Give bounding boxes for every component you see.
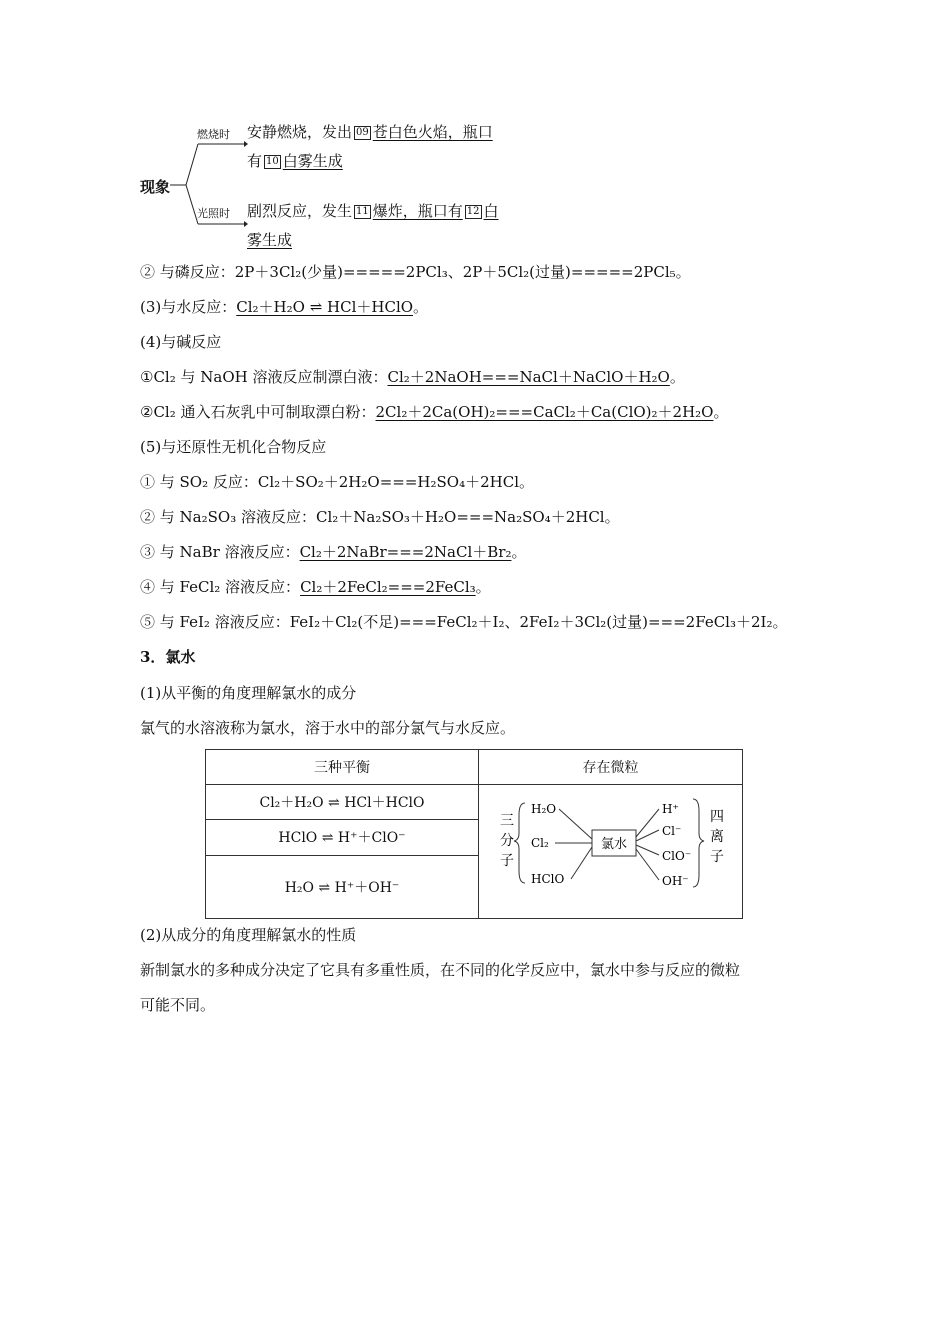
period: 。 [713,403,729,421]
period: 。 [475,578,491,596]
table-cell: HClO ⇌ H⁺＋ClO⁻ [206,820,479,855]
table-header: 存在微粒 [479,750,743,785]
light-text: 剧烈反应，发生 [247,202,353,220]
light-condition: 光照时 [197,207,230,220]
so2-reaction: ① 与 SO₂ 反应：Cl₂＋SO₂＋2H₂O===H₂SO₄＋2HCl。 [140,473,534,491]
particles-diagram [479,785,742,918]
water-label: (3)与水反应： [140,298,237,316]
description-2a: 新制氯水的多种成分决定了它具有多重性质，在不同的化学反应中，氯水中参与反应的微粒 [140,961,741,979]
ion-label: OH⁻ [662,874,689,888]
blank-mark-11: 11 [356,206,369,217]
lime-label: ②Cl₂ 通入石灰乳中可制取漂白粉： [140,403,376,421]
nabr-equation: Cl₂＋2NaBr===2NaCl＋Br₂ [299,543,512,561]
table-cell: Cl₂＋H₂O ⇌ HCl＋HClO [206,785,479,820]
molecule-label: HClO [531,872,565,886]
table-cell: H₂O ⇌ H⁺＋OH⁻ [206,855,479,919]
water-reaction [140,297,428,317]
ions-label-char: 离 [710,829,724,845]
burn-text-2: 有 [247,152,263,170]
left-brace [514,803,525,883]
period: 。 [669,368,685,386]
subsection-2: (2)从成分的角度理解氯水的性质 [140,926,357,944]
reduce-title: (5)与还原性无机化合物反应 [140,438,327,456]
right-brace [693,799,704,887]
light-line-2 [247,229,292,250]
molecules-label-char: 分 [500,833,514,849]
particles-diagram-cell [479,785,743,919]
connector-line [571,847,592,879]
molecule-label: H₂O [531,802,557,816]
burn-line-2 [247,150,343,171]
phosphorus-reaction: ② 与磷反应：2P＋3Cl₂(少量)=====2PCl₃、2P＋5Cl₂(过量)=====2PCl₅。 [140,263,691,281]
light-line-1 [247,200,499,221]
na2so3-reaction: ② 与 Na₂SO₃ 溶液反应：Cl₂＋Na₂SO₃＋H₂O===Na₂SO₄＋2HCl。 [140,508,620,526]
water-equation: Cl₂＋H₂O ⇌ HCl＋HClO [236,298,414,316]
center-label: 氯水 [600,837,628,852]
phenomena-label: 现象 [140,178,171,196]
burn-answer-2: 白雾生成 [282,152,343,170]
nabr-label: ③ 与 NaBr 溶液反应： [140,543,300,561]
base-title: (4)与碱反应 [140,333,222,351]
fecl2-equation: Cl₂＋2FeCl₂===2FeCl₃ [300,578,476,596]
molecules-label-char: 三 [500,813,514,829]
fecl2-reaction [140,577,491,597]
nabr-reaction [140,542,526,562]
ion-label: ClO⁻ [662,849,692,863]
description-1: 氯气的水溶液称为氯水，溶于水中的部分氯气与水反应。 [140,719,516,737]
connector-line [636,830,659,841]
burn-answer: 苍白色火焰，瓶口 [372,123,493,141]
burn-text: 安静燃烧，发出 [247,123,353,141]
blank-mark-10: 10 [266,156,279,167]
naoh-label: ①Cl₂ 与 NaOH 溶液反应制漂白液： [140,368,388,386]
light-answer-2: 白 [483,202,499,220]
blank-mark-12: 12 [466,206,480,217]
ions-label-char: 子 [710,849,724,865]
subsection-1: (1)从平衡的角度理解氯水的成分 [140,684,357,702]
light-answer: 爆炸，瓶口有 [372,202,463,220]
section-3-title: 3．氯水 [140,648,196,666]
naoh-equation: Cl₂＋2NaOH===NaCl＋NaClO＋H₂O [387,368,670,386]
period: 。 [511,543,527,561]
description-2b: 可能不同。 [140,996,216,1014]
connector-line [559,809,592,839]
fecl2-label: ④ 与 FeCl₂ 溶液反应： [140,578,301,596]
lime-reaction [140,402,728,422]
fei2-reaction: ⑤ 与 FeI₂ 溶液反应：FeI₂＋Cl₂(不足)===FeCl₂＋I₂、2FeI₂＋3Cl₂(过量)===2FeCl₃＋2I₂。 [140,613,788,631]
lime-equation: 2Cl₂＋2Ca(OH)₂===CaCl₂＋Ca(ClO)₂＋2H₂O [375,403,714,421]
naoh-reaction [140,367,685,387]
molecules-label-char: 子 [500,853,514,869]
ions-label-char: 四 [710,809,724,825]
burn-condition: 燃烧时 [197,128,230,141]
equilibrium-table [205,749,743,919]
ion-label: Cl⁻ [662,824,682,838]
light-answer-3: 雾生成 [247,231,293,249]
table-header: 三种平衡 [206,750,479,785]
blank-mark-09: 09 [356,127,369,138]
ion-label: H⁺ [662,802,679,816]
molecule-label: Cl₂ [531,836,549,850]
connector-line [636,809,659,837]
period: 。 [413,298,429,316]
burn-line-1 [247,121,493,142]
